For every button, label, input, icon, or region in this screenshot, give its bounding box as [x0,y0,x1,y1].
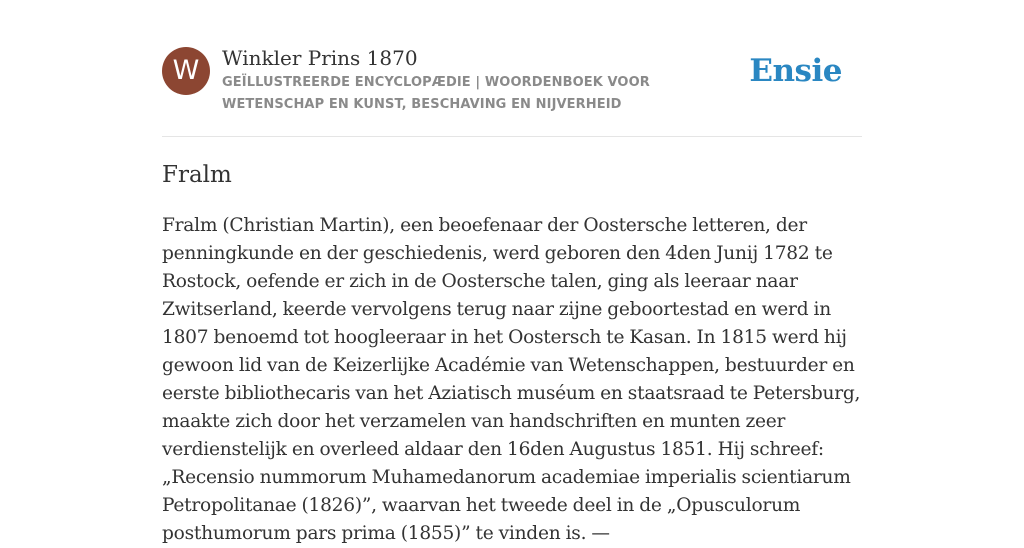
source-title[interactable]: Winkler Prins 1870 [222,46,418,70]
source-subtitle: GEÏLLUSTREERDE ENCYCLOPÆDIE | WOORDENBOEK VOOR WETENSCHAP EN KUNST, BESCHAVING EN NIJVERHEID [222,75,650,112]
ensie-logo[interactable]: Ensie [749,53,842,89]
page-title: Fralm [162,162,232,188]
site-header [162,44,862,137]
article-body: Fralm (Christian Martin), een beoefenaar der Oostersche letteren, der penningkunde en der geschiedenis, werd geboren den 4den Junij 1782 te Rostock, oefende er zich in de Oostersche talen, ging als leeraar naar Zwitserland, keerde vervolgens terug naar zijne geboortestad en werd in 1807 benoemd tot hoogleeraar in het Oostersch te Kasan. In 1815 werd hij gewoon lid van de Keizerlijke Académie van Wetenschappen, bestuurder en eerste bibliothecaris van het Aziatisch muséum en staatsraad te Petersburg, maakte zich door het verzamelen van handschriften en munten zeer verdienstelijk en overleed aldaar den 16den Augustus 1851. Hij schreef: „Recensio nummorum Muhamedanorum academiae imperialis scientiarum Petropolitanae (1826)”, waarvan het tweede deel in de „Opusculorum posthumorum pars prima (1855)” te vinden is. — [162,215,861,544]
avatar[interactable]: W [162,47,210,95]
